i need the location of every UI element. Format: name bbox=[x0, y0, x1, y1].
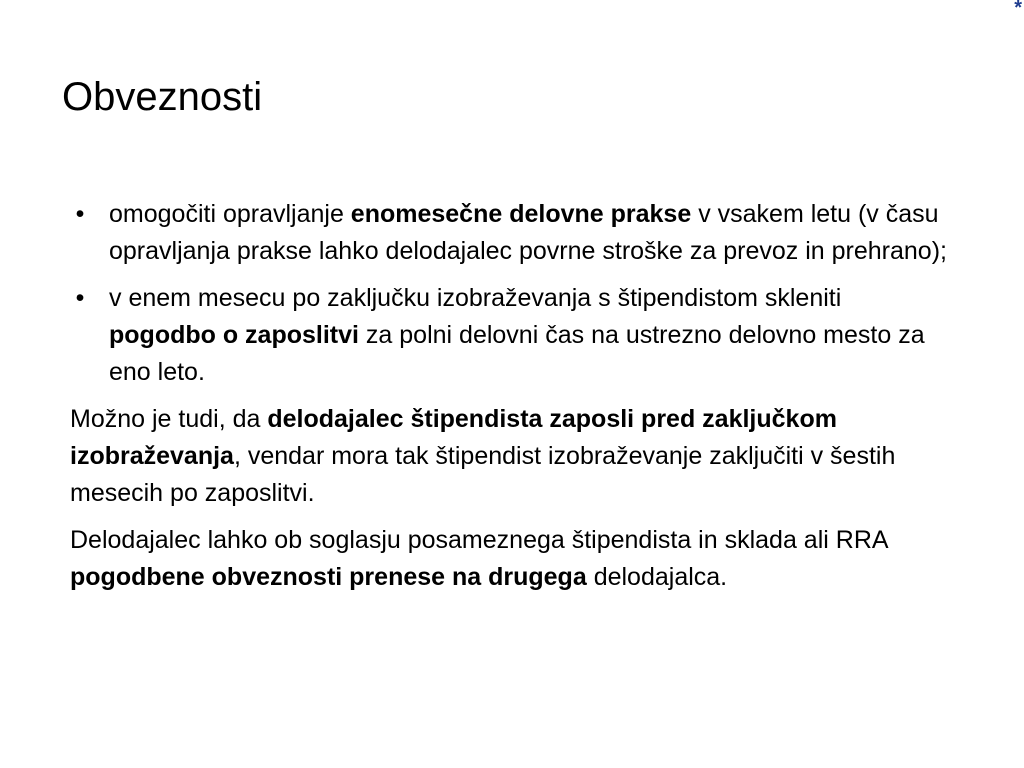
slide-title: Obveznosti bbox=[62, 75, 263, 119]
bullet-text-bold: pogodbo o zaposlitvi bbox=[109, 321, 359, 349]
paragraph-text-pre: Možno je tudi, da bbox=[70, 405, 268, 433]
bullet-text-pre: omogočiti opravljanje bbox=[109, 200, 351, 228]
slide-body bbox=[70, 196, 950, 606]
paragraph-text-bold: pogodbene obveznosti prenese na drugega bbox=[70, 563, 587, 591]
paragraph bbox=[70, 522, 950, 596]
paragraph-text-bold: delodajalec štipendista zaposli pred zaključkom izobraževanja bbox=[70, 405, 837, 470]
bullet-list bbox=[70, 196, 950, 391]
bullet-item bbox=[70, 280, 950, 391]
paragraph-text-post: delodajalca. bbox=[586, 563, 728, 591]
bullet-text-post: za polni delovni čas na ustrezno delovno mesto za eno leto. bbox=[109, 321, 925, 386]
bullet-dot-icon: • bbox=[75, 200, 85, 228]
bullet-text-bold: enomesečne delovne prakse bbox=[350, 200, 692, 228]
paragraph bbox=[70, 401, 950, 512]
corner-asterisk-mark: * bbox=[1014, 0, 1022, 19]
bullet-item bbox=[70, 196, 950, 270]
bullet-dot-icon: • bbox=[75, 284, 85, 312]
bullet-text-pre: v enem mesecu po zaključku izobraževanja s štipendistom skleniti bbox=[109, 284, 842, 312]
paragraph-text-post: , vendar mora tak štipendist izobraževanje zaključiti v šestih mesecih po zaposlitvi. bbox=[70, 442, 896, 507]
paragraph-text-pre: Delodajalec lahko ob soglasju posameznega štipendista in sklada ali RRA bbox=[70, 526, 888, 554]
bullet-text-post: v vsakem letu (v času opravljanja prakse lahko delodajalec povrne stroške za prevoz in prehrano); bbox=[109, 200, 947, 265]
